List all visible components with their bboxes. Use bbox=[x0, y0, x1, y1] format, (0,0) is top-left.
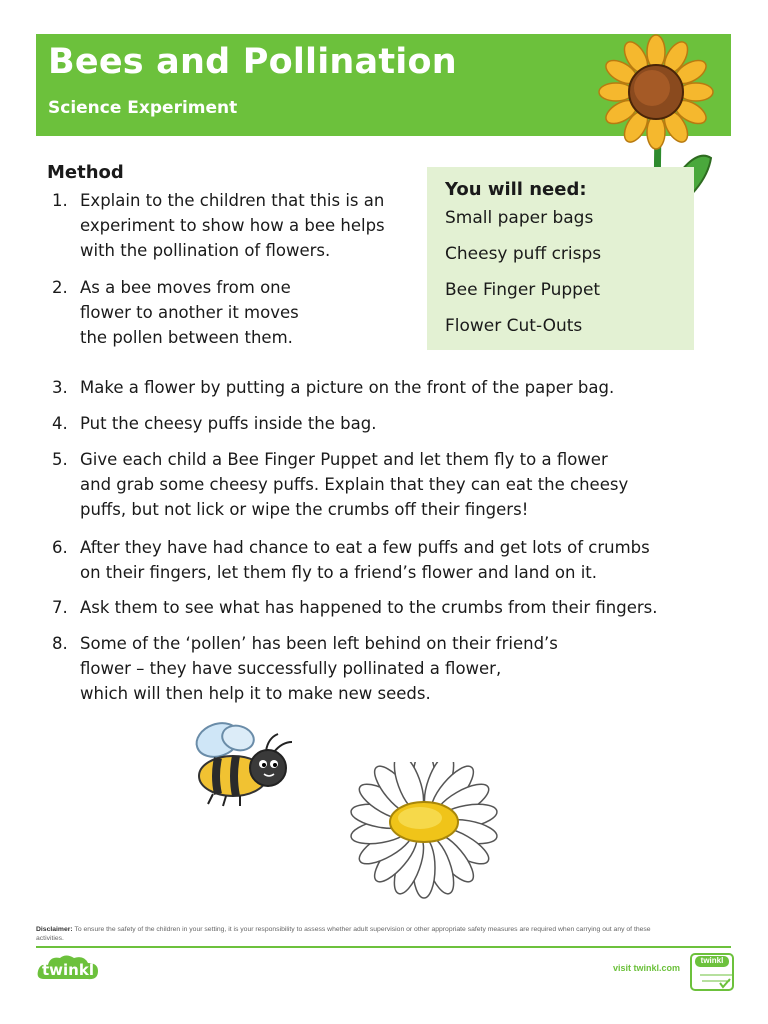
step-text bbox=[80, 631, 558, 706]
badge-text: twinkl bbox=[700, 956, 724, 965]
step-line: Put the cheesy puffs inside the bag. bbox=[80, 414, 377, 433]
page-subtitle: Science Experiment bbox=[48, 98, 238, 118]
step-line: with the pollination of flowers. bbox=[80, 241, 331, 260]
step-line: Some of the ‘pollen’ has been left behind on their friend’s bbox=[80, 634, 558, 653]
step-line: and grab some cheesy puffs. Explain that they can eat the cheesy bbox=[80, 475, 629, 494]
materials-box bbox=[427, 167, 694, 350]
step-line: the pollen between them. bbox=[80, 328, 293, 347]
step-number: 1. bbox=[52, 191, 68, 210]
footer-divider bbox=[36, 946, 731, 948]
step-line: puffs, but not lick or wipe the crumbs off their fingers! bbox=[80, 500, 529, 519]
disclaimer-text: To ensure the safety of the children in your setting, it is your responsibility to assess whether adult supervision or other appropriate safety measures are required when carrying out any of these activities. bbox=[36, 926, 651, 942]
step-number: 5. bbox=[52, 450, 68, 469]
twinkl-logo-icon[interactable] bbox=[36, 953, 100, 987]
step-text bbox=[80, 411, 376, 436]
step-text bbox=[80, 447, 628, 522]
step-line: which will then help it to make new seeds. bbox=[80, 684, 431, 703]
disclaimer-label: Disclaimer: bbox=[36, 926, 73, 933]
materials-item: Flower Cut-Outs bbox=[445, 316, 583, 336]
materials-item: Cheesy puff crisps bbox=[445, 244, 602, 264]
method-title: Method bbox=[47, 162, 124, 183]
step-number: 4. bbox=[52, 414, 68, 433]
step-line: Ask them to see what has happened to the crumbs from their fingers. bbox=[80, 598, 658, 617]
step-text bbox=[80, 188, 385, 263]
bee-icon bbox=[188, 718, 300, 810]
step-line: on their fingers, let them fly to a friend’s flower and land on it. bbox=[80, 563, 598, 582]
step-line: As a bee moves from one bbox=[80, 278, 291, 297]
step-line: experiment to show how a bee helps bbox=[80, 216, 385, 235]
step-line: Explain to the children that this is an bbox=[80, 191, 385, 210]
step-text bbox=[80, 535, 650, 585]
step-line: flower – they have successfully pollinated a flower, bbox=[80, 659, 502, 678]
materials-item: Bee Finger Puppet bbox=[445, 280, 601, 300]
materials-title: You will need: bbox=[445, 179, 587, 200]
step-line: After they have had chance to eat a few puffs and get lots of crumbs bbox=[80, 538, 650, 557]
quality-badge-icon bbox=[690, 953, 734, 991]
step-line: Give each child a Bee Finger Puppet and let them fly to a flower bbox=[80, 450, 608, 469]
step-line: flower to another it moves bbox=[80, 303, 299, 322]
step-line: Make a flower by putting a picture on the front of the paper bag. bbox=[80, 378, 615, 397]
logo-text: twinkl bbox=[42, 961, 94, 979]
step-text bbox=[80, 595, 657, 620]
step-text bbox=[80, 275, 299, 350]
step-number: 6. bbox=[52, 538, 68, 557]
daisy-icon bbox=[305, 762, 543, 912]
visit-link[interactable]: visit twinkl.com bbox=[613, 963, 681, 973]
step-text bbox=[80, 375, 614, 400]
disclaimer bbox=[36, 925, 656, 943]
page-title: Bees and Pollination bbox=[48, 42, 457, 82]
step-number: 8. bbox=[52, 634, 68, 653]
step-number: 2. bbox=[52, 278, 68, 297]
step-number: 7. bbox=[52, 598, 68, 617]
step-number: 3. bbox=[52, 378, 68, 397]
materials-item: Small paper bags bbox=[445, 208, 594, 228]
materials-list bbox=[445, 207, 601, 351]
